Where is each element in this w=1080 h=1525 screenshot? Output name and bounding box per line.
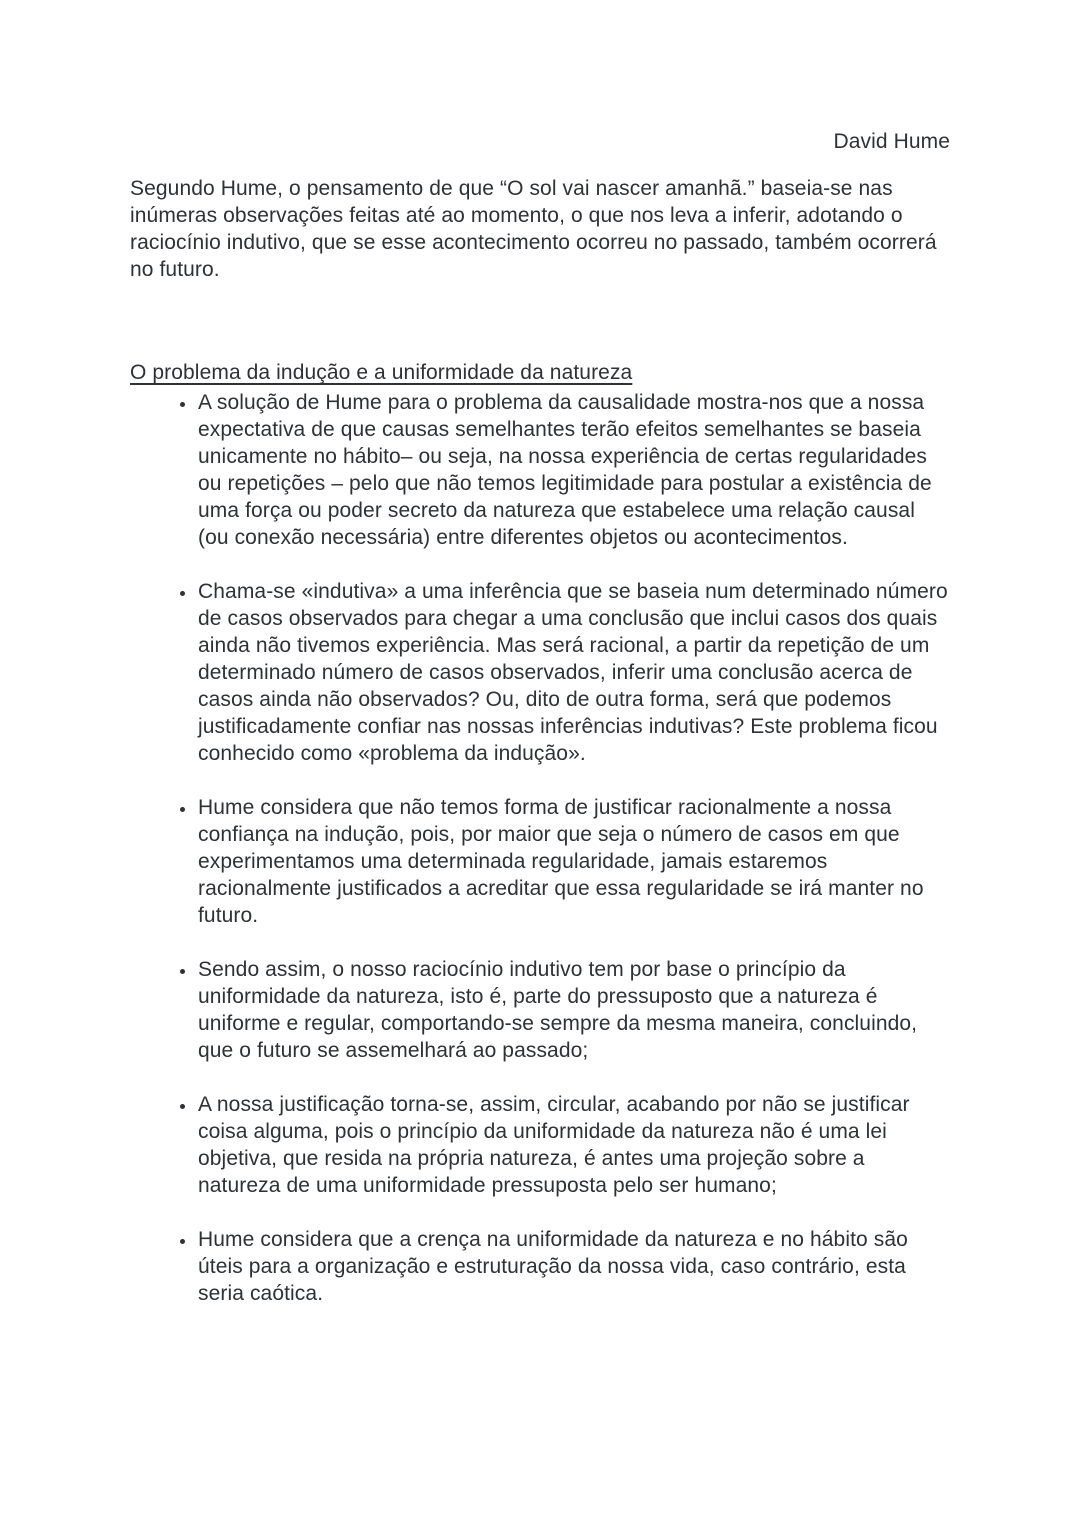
bullet-item: • Hume considera que a crença na uniformidade da natureza e no hábito são úteis para a organização e estruturação da nossa vida, caso contrário, esta seria caótica. — [196, 1226, 950, 1307]
section-heading: O problema da indução e a uniformidade da natureza — [130, 361, 633, 384]
bullet-item: • Sendo assim, o nosso raciocínio indutivo tem por base o princípio da uniformidade da natureza, isto é, parte do pressuposto que a natureza é uniforme e regular, comportando-se sempre da mesma maneira, concluindo, que o futuro se assemelhará ao passado; — [196, 956, 950, 1064]
bullet-item: • Hume considera que não temos forma de justificar racionalmente a nossa confiança na indução, pois, por maior que seja o número de casos em que experimentamos uma determinada regularidade, jamais estaremos racionalmente justificados a acreditar que essa regularidade se irá manter no futuro. — [196, 794, 950, 929]
bullet-item: • Chama-se «indutiva» a uma inferência que se baseia num determinado número de casos observados para chegar a uma conclusão que inclui casos dos quais ainda não tivemos experiência. Mas será racional, a partir da repetição de um determinado número de casos observados, inferir uma conclusão acerca de casos ainda não observados? Ou, dito de outra forma, será que podemos justificadamente confiar nas nossas inferências indutivas? Este problema ficou conhecido como «problema da indução». — [196, 578, 950, 767]
bullet-item: • A nossa justificação torna-se, assim, circular, acabando por não se justificar coisa alguma, pois o princípio da uniformidade da natureza não é uma lei objetiva, que resida na própria natureza, é antes uma projeção sobre a natureza de uma uniformidade pressuposta pelo ser humano; — [196, 1091, 950, 1199]
bullet-item: • A solução de Hume para o problema da causalidade mostra-nos que a nossa expectativa de que causas semelhantes terão efeitos semelhantes se baseia unicamente no hábito– ou seja, na nossa experiência de certas regularidades ou repetições – pelo que não temos legitimidade para postular a existência de uma força ou poder secreto da natureza que estabelece uma relação causal (ou conexão necessária) entre diferentes objetos ou acontecimentos. — [196, 389, 950, 551]
intro-paragraph: Segundo Hume, o pensamento de que “O sol vai nascer amanhã.” baseia-se nas inúmeras observações feitas até ao momento, o que nos leva a inferir, adotando o raciocínio indutivo, que se esse acontecimento ocorreu no passado, também ocorrerá no futuro. — [130, 177, 937, 281]
bullet-list — [130, 389, 950, 1307]
author-name: David Hume — [833, 130, 950, 153]
